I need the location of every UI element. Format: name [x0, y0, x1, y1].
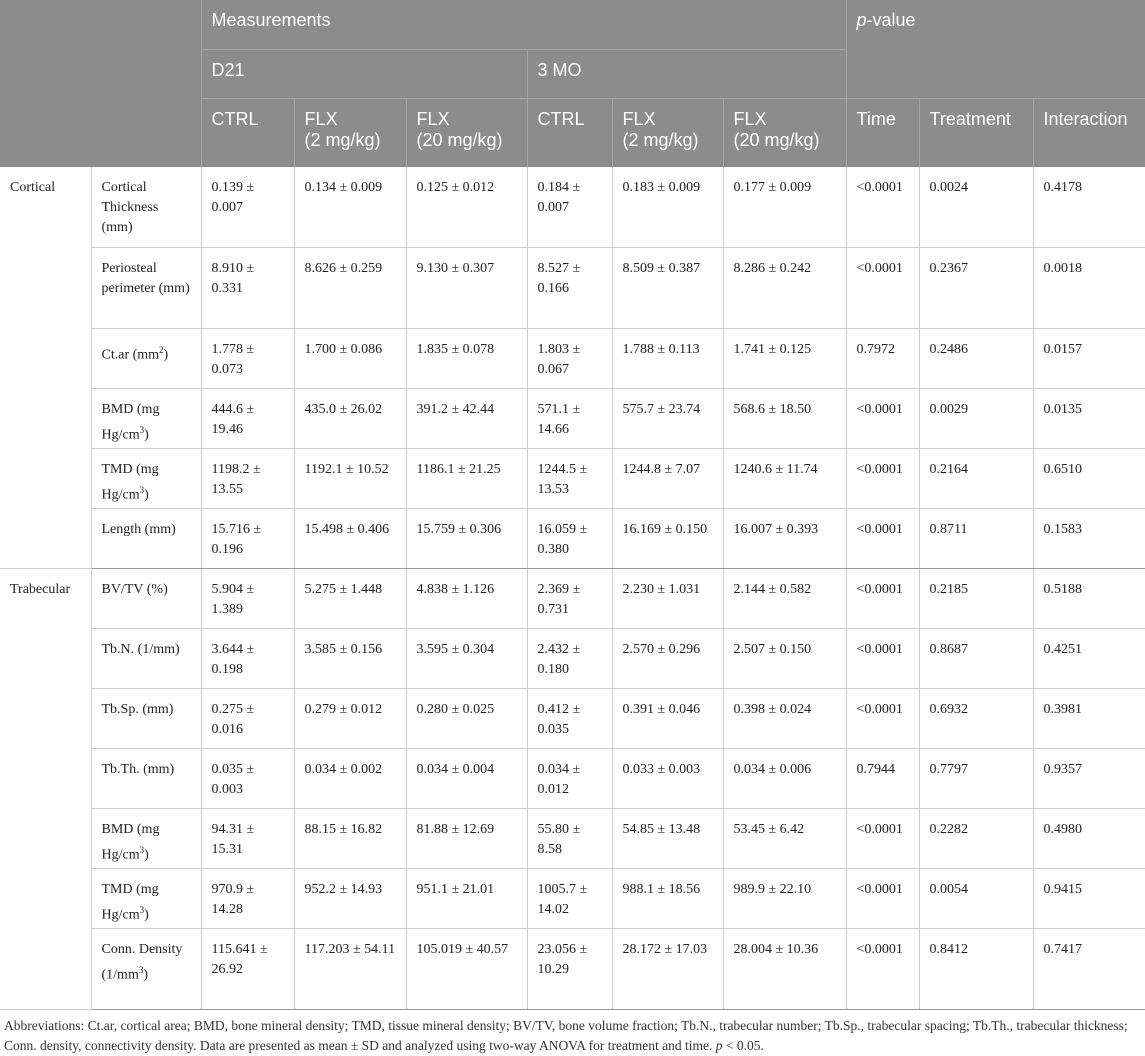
table-row	[0, 509, 1145, 569]
cell-d21-flx20: 4.838 ± 1.126	[406, 569, 527, 629]
header-d21-flx2: FLX (2 mg/kg)	[294, 99, 406, 168]
cell-3mo-flx20: 989.9 ± 22.10	[723, 869, 846, 929]
header-d21-flx20: FLX (20 mg/kg)	[406, 99, 527, 168]
row-label: TMD (mg $Hg/cm^3$)	[91, 869, 201, 929]
cell-d21-flx2: 0.134 ± 0.009	[294, 167, 406, 248]
cell-treatment: 0.2185	[919, 569, 1033, 629]
table-row	[0, 929, 1145, 1010]
group-trabecular: Trabecular	[0, 569, 91, 1010]
row-label: Tb.N. (1/mm)	[91, 629, 201, 689]
header-3mo-ctrl: CTRL	[527, 99, 612, 168]
cell-treatment: 0.2164	[919, 449, 1033, 509]
table-row	[0, 569, 1145, 629]
cell-d21-flx2: 1192.1 ± 10.52	[294, 449, 406, 509]
header-pvalue-rest: -value	[866, 10, 916, 30]
header-3mo-flx20: FLX (20 mg/kg)	[723, 99, 846, 168]
cell-d21-flx2: 117.203 ± 54.11	[294, 929, 406, 1010]
cell-3mo-flx20: 0.398 ± 0.024	[723, 689, 846, 749]
cell-3mo-ctrl: 2.432 ± 0.180	[527, 629, 612, 689]
cell-interaction: 0.9357	[1033, 749, 1145, 809]
header-treatment: Treatment	[919, 99, 1033, 168]
table-row	[0, 329, 1145, 389]
cell-3mo-ctrl: 8.527 ± 0.166	[527, 248, 612, 329]
cell-interaction: 0.6510	[1033, 449, 1145, 509]
table-row	[0, 449, 1145, 509]
row-label: Periosteal perimeter (mm)	[91, 248, 201, 329]
cell-treatment: 0.8687	[919, 629, 1033, 689]
cell-d21-flx2: 88.15 ± 16.82	[294, 809, 406, 869]
cell-d21-flx20: 15.759 ± 0.306	[406, 509, 527, 569]
cell-d21-ctrl: 5.904 ± 1.389	[201, 569, 294, 629]
cell-3mo-ctrl: 1.803 ± 0.067	[527, 329, 612, 389]
table-row	[0, 689, 1145, 749]
cell-interaction: 0.0157	[1033, 329, 1145, 389]
cell-d21-ctrl: 1.778 ± 0.073	[201, 329, 294, 389]
cell-3mo-flx20: 0.034 ± 0.006	[723, 749, 846, 809]
header-3mo: 3 MO	[527, 50, 846, 99]
cell-d21-flx20: 391.2 ± 42.44	[406, 389, 527, 449]
cell-d21-ctrl: 15.716 ± 0.196	[201, 509, 294, 569]
cell-3mo-flx2: 28.172 ± 17.03	[612, 929, 723, 1010]
cell-treatment: 0.0029	[919, 389, 1033, 449]
row-label: Length (mm)	[91, 509, 201, 569]
header-blank-1	[0, 0, 91, 167]
group-cortical: Cortical	[0, 167, 91, 569]
cell-interaction: 0.5188	[1033, 569, 1145, 629]
cell-3mo-ctrl: 55.80 ± 8.58	[527, 809, 612, 869]
cell-time: <0.0001	[846, 509, 919, 569]
cell-interaction: 0.4178	[1033, 167, 1145, 248]
cell-d21-ctrl: 0.275 ± 0.016	[201, 689, 294, 749]
cell-d21-ctrl: 8.910 ± 0.331	[201, 248, 294, 329]
cell-3mo-flx20: 53.45 ± 6.42	[723, 809, 846, 869]
cell-3mo-flx20: 16.007 ± 0.393	[723, 509, 846, 569]
cell-3mo-flx20: 568.6 ± 18.50	[723, 389, 846, 449]
cell-3mo-ctrl: 23.056 ± 10.29	[527, 929, 612, 1010]
cell-d21-ctrl: 444.6 ± 19.46	[201, 389, 294, 449]
cell-3mo-flx20: 2.507 ± 0.150	[723, 629, 846, 689]
cell-3mo-flx2: 8.509 ± 0.387	[612, 248, 723, 329]
cell-time: <0.0001	[846, 629, 919, 689]
cell-d21-ctrl: 115.641 ± 26.92	[201, 929, 294, 1010]
cell-3mo-flx2: 0.183 ± 0.009	[612, 167, 723, 248]
cell-treatment: 0.0054	[919, 869, 1033, 929]
row-label: Tb.Th. (mm)	[91, 749, 201, 809]
header-measurements: Measurements	[201, 0, 846, 50]
row-label: BMD (mg $Hg/cm^3$)	[91, 809, 201, 869]
row-label: Ct.ar $(mm^2)$	[91, 329, 201, 389]
cell-time: <0.0001	[846, 869, 919, 929]
cell-d21-flx20: 0.125 ± 0.012	[406, 167, 527, 248]
cell-3mo-ctrl: 0.412 ± 0.035	[527, 689, 612, 749]
cell-d21-flx20: 105.019 ± 40.57	[406, 929, 527, 1010]
cell-3mo-ctrl: 0.034 ± 0.012	[527, 749, 612, 809]
cell-3mo-flx2: 575.7 ± 23.74	[612, 389, 723, 449]
cell-interaction: 0.4251	[1033, 629, 1145, 689]
table-row	[0, 248, 1145, 329]
cell-time: 0.7944	[846, 749, 919, 809]
header-time: Time	[846, 99, 919, 168]
table-header	[0, 0, 1145, 167]
cell-3mo-flx2: 16.169 ± 0.150	[612, 509, 723, 569]
cell-3mo-flx2: 2.230 ± 1.031	[612, 569, 723, 629]
cell-interaction: 0.7417	[1033, 929, 1145, 1010]
row-label: Conn. Density $(1/mm^3)$	[91, 929, 201, 1010]
row-label: BMD (mg $Hg/cm^3$)	[91, 389, 201, 449]
cell-3mo-flx2: 1244.8 ± 7.07	[612, 449, 723, 509]
header-pvalue-italic: p	[856, 10, 867, 30]
cell-3mo-flx20: 1240.6 ± 11.74	[723, 449, 846, 509]
header-interaction: Interaction	[1033, 99, 1145, 168]
cell-time: <0.0001	[846, 248, 919, 329]
cell-3mo-ctrl: 571.1 ± 14.66	[527, 389, 612, 449]
cell-treatment: 0.6932	[919, 689, 1033, 749]
header-d21-ctrl: CTRL	[201, 99, 294, 168]
cell-interaction: 0.4980	[1033, 809, 1145, 869]
row-label: BV/TV (%)	[91, 569, 201, 629]
cell-treatment: 0.0024	[919, 167, 1033, 248]
cell-d21-ctrl: 94.31 ± 15.31	[201, 809, 294, 869]
cell-d21-flx2: 435.0 ± 26.02	[294, 389, 406, 449]
cell-interaction: 0.3981	[1033, 689, 1145, 749]
cell-d21-flx20: 1.835 ± 0.078	[406, 329, 527, 389]
cell-d21-flx20: 3.595 ± 0.304	[406, 629, 527, 689]
cell-treatment: 0.2367	[919, 248, 1033, 329]
table-row	[0, 869, 1145, 929]
cell-time: <0.0001	[846, 569, 919, 629]
cell-d21-flx2: 5.275 ± 1.448	[294, 569, 406, 629]
cell-d21-flx20: 951.1 ± 21.01	[406, 869, 527, 929]
table-row	[0, 167, 1145, 248]
header-blank-2	[91, 0, 201, 167]
table-body	[0, 167, 1145, 1010]
cell-time: 0.7972	[846, 329, 919, 389]
cell-d21-flx20: 81.88 ± 12.69	[406, 809, 527, 869]
cell-interaction: 0.9415	[1033, 869, 1145, 929]
cell-d21-flx2: 3.585 ± 0.156	[294, 629, 406, 689]
cell-time: <0.0001	[846, 167, 919, 248]
cell-d21-ctrl: 3.644 ± 0.198	[201, 629, 294, 689]
cell-3mo-flx2: 0.033 ± 0.003	[612, 749, 723, 809]
cell-d21-flx20: 0.280 ± 0.025	[406, 689, 527, 749]
cell-3mo-flx2: 2.570 ± 0.296	[612, 629, 723, 689]
cell-d21-ctrl: 0.139 ± 0.007	[201, 167, 294, 248]
cell-3mo-flx20: 1.741 ± 0.125	[723, 329, 846, 389]
cell-d21-flx2: 952.2 ± 14.93	[294, 869, 406, 929]
cell-interaction: 0.1583	[1033, 509, 1145, 569]
cell-3mo-flx2: 0.391 ± 0.046	[612, 689, 723, 749]
cell-treatment: 0.2282	[919, 809, 1033, 869]
row-label: Cortical Thickness (mm)	[91, 167, 201, 248]
cell-3mo-flx2: 54.85 ± 13.48	[612, 809, 723, 869]
table-footnote: Abbreviations: Ct.ar, cortical area; BMD, bone mineral density; TMD, tissue mineral density; BV/TV, bone volume fraction; Tb.N., trabecular number; Tb.Sp., trabecular spacing; Tb.Th., trabecular thickness; Conn. density, connectivity density. Data are presented as mean ± SD and analyzed using two-way ANOVA for treatment and time. p < 0.05.	[4, 1018, 1128, 1053]
table-row	[0, 629, 1145, 689]
cell-treatment: 0.8412	[919, 929, 1033, 1010]
header-d21: D21	[201, 50, 527, 99]
cell-interaction: 0.0135	[1033, 389, 1145, 449]
cell-3mo-ctrl: 1244.5 ± 13.53	[527, 449, 612, 509]
cell-time: <0.0001	[846, 389, 919, 449]
cell-d21-flx2: 0.279 ± 0.012	[294, 689, 406, 749]
cell-3mo-flx20: 28.004 ± 10.36	[723, 929, 846, 1010]
cell-d21-ctrl: 970.9 ± 14.28	[201, 869, 294, 929]
header-pvalue	[846, 0, 1145, 99]
cell-d21-flx2: 0.034 ± 0.002	[294, 749, 406, 809]
table-row	[0, 749, 1145, 809]
cell-3mo-flx20: 2.144 ± 0.582	[723, 569, 846, 629]
cell-d21-flx2: 1.700 ± 0.086	[294, 329, 406, 389]
cell-3mo-flx20: 0.177 ± 0.009	[723, 167, 846, 248]
cell-treatment: 0.7797	[919, 749, 1033, 809]
cell-time: <0.0001	[846, 689, 919, 749]
cell-d21-flx20: 1186.1 ± 21.25	[406, 449, 527, 509]
cell-d21-flx20: 0.034 ± 0.004	[406, 749, 527, 809]
row-label: TMD (mg $Hg/cm^3$)	[91, 449, 201, 509]
cell-d21-ctrl: 0.035 ± 0.003	[201, 749, 294, 809]
cell-d21-flx2: 15.498 ± 0.406	[294, 509, 406, 569]
cell-d21-flx2: 8.626 ± 0.259	[294, 248, 406, 329]
cell-3mo-ctrl: 2.369 ± 0.731	[527, 569, 612, 629]
cell-3mo-flx2: 1.788 ± 0.113	[612, 329, 723, 389]
cell-time: <0.0001	[846, 809, 919, 869]
cell-3mo-ctrl: 16.059 ± 0.380	[527, 509, 612, 569]
table-row	[0, 809, 1145, 869]
cell-d21-ctrl: 1198.2 ± 13.55	[201, 449, 294, 509]
header-3mo-flx2: FLX (2 mg/kg)	[612, 99, 723, 168]
cell-time: <0.0001	[846, 929, 919, 1010]
cell-treatment: 0.2486	[919, 329, 1033, 389]
cell-interaction: 0.0018	[1033, 248, 1145, 329]
table-row	[0, 389, 1145, 449]
cell-d21-flx20: 9.130 ± 0.307	[406, 248, 527, 329]
cell-3mo-ctrl: 0.184 ± 0.007	[527, 167, 612, 248]
cell-3mo-ctrl: 1005.7 ± 14.02	[527, 869, 612, 929]
cell-treatment: 0.8711	[919, 509, 1033, 569]
cell-time: <0.0001	[846, 449, 919, 509]
row-label: Tb.Sp. (mm)	[91, 689, 201, 749]
cell-3mo-flx20: 8.286 ± 0.242	[723, 248, 846, 329]
cell-3mo-flx2: 988.1 ± 18.56	[612, 869, 723, 929]
